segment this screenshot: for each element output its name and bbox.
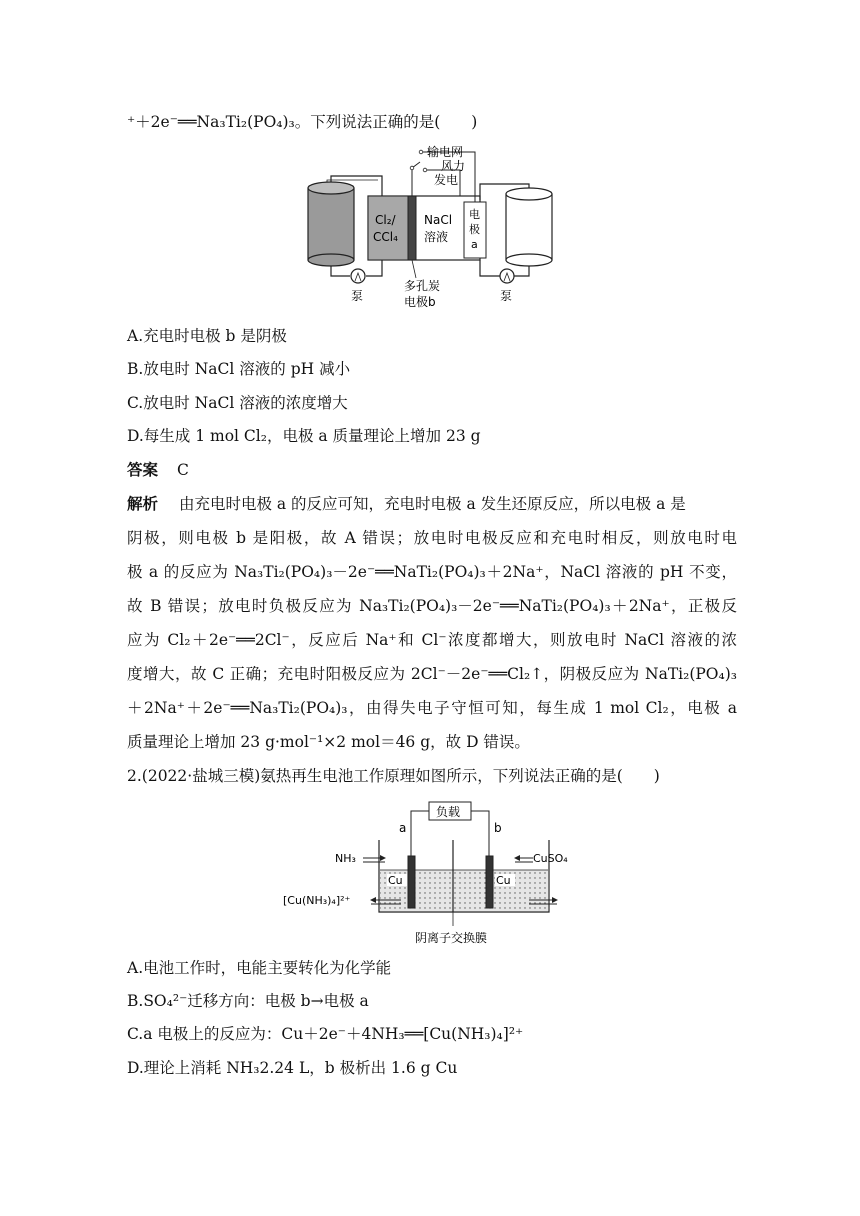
analysis-text-1: 由充电时电极 a 的反应可知，充电时电极 a 发生还原反应，所以电极 a 是 — [178, 495, 686, 513]
electrode-b — [486, 856, 493, 908]
label-left-1: Cl₂/ — [375, 213, 396, 227]
q1-analysis-line-5: 应为 Cl₂＋2e⁻══2Cl⁻，反应后 Na⁺和 Cl⁻浓度都增大，则放电时 NaCl 溶液的浓 — [127, 631, 737, 649]
label-pump-right: 泵 — [500, 289, 513, 303]
analysis-label: 解析 — [127, 495, 159, 513]
q2-option-d: D.理论上消耗 NH₃2.24 L，b 极析出 1.6 g Cu — [127, 1059, 458, 1077]
q1-analysis-line-1 — [127, 494, 686, 514]
q1-option-a: A.充电时电极 b 是阴极 — [127, 327, 287, 345]
electrode-b — [408, 196, 416, 260]
q1-battery-diagram — [300, 140, 570, 312]
label-membrane: 阴离子交换膜 — [415, 931, 488, 945]
label-left-2: CCl₄ — [373, 230, 398, 244]
label-pump-left: 泵 — [351, 289, 364, 303]
q2-option-b: B.SO₄²⁻迁移方向：电极 b→电极 a — [127, 992, 369, 1010]
q1-option-b: B.放电时 NaCl 溶液的 pH 减小 — [127, 360, 351, 378]
q1-stem-tail: ⁺＋2e⁻══Na₃Ti₂(PO₄)₃。下列说法正确的是( ) — [127, 113, 478, 131]
q2-option-c: C.a 电极上的反应为：Cu＋2e⁻＋4NH₃══[Cu(NH₃)₄]²⁺ — [127, 1025, 524, 1043]
electrode-a — [408, 856, 415, 908]
label-cuso4: CuSO₄ — [533, 852, 568, 865]
q1-analysis-line-7: ＋2Na⁺＋2e⁻══Na₃Ti₂(PO₄)₃，由得失电子守恒可知，每生成 1 mol Cl₂，电极 a — [127, 699, 737, 717]
q1-option-d: D.每生成 1 mol Cl₂，电极 a 质量理论上增加 23 g — [127, 427, 481, 445]
q1-analysis-line-2: 阴极，则电极 b 是阳极，故 A 错误；放电时电极反应和充电时相反，则放电时电 — [127, 529, 737, 547]
q1-answer — [127, 460, 189, 480]
label-mid-1: NaCl — [424, 213, 453, 227]
label-elec-1: 电 — [469, 208, 480, 221]
label-elec-2: 极 — [469, 223, 480, 236]
label-nh3: NH₃ — [335, 852, 356, 865]
label-a: a — [399, 821, 407, 835]
label-cu-left: Cu — [388, 874, 403, 887]
label-mid-2: 溶液 — [424, 230, 449, 244]
label-wind-1: 风力 — [441, 159, 466, 173]
answer-value: C — [176, 461, 189, 479]
answer-label: 答案 — [127, 461, 159, 479]
label-b-1: 多孔炭 — [404, 279, 441, 293]
label-complex: [Cu(NH₃)₄]²⁺ — [283, 894, 351, 907]
label-b: b — [494, 821, 502, 835]
q1-option-c: C.放电时 NaCl 溶液的浓度增大 — [127, 394, 348, 412]
q1-analysis-line-3: 极 a 的反应为 Na₃Ti₂(PO₄)₃－2e⁻══NaTi₂(PO₄)₃＋2Na⁺，NaCl 溶液的 pH 不变， — [127, 563, 737, 581]
label-load: 负载 — [436, 805, 461, 819]
label-elec-3: a — [471, 238, 478, 251]
q1-analysis-line-8: 质量理论上增加 23 g·mol⁻¹×2 mol＝46 g，故 D 错误。 — [127, 733, 530, 751]
q2-battery-diagram — [283, 796, 583, 948]
label-wind-2: 发电 — [434, 173, 459, 187]
q2-option-a: A.电池工作时，电能主要转化为化学能 — [127, 959, 392, 977]
q2-stem: 2.(2022·盐城三模)氨热再生电池工作原理如图所示，下列说法正确的是( ) — [127, 767, 660, 785]
q1-analysis-line-6: 度增大，故 C 正确；充电时阳极反应为 2Cl⁻－2e⁻══Cl₂↑，阴极反应为 NaTi₂(PO₄)₃ — [127, 665, 737, 683]
label-b-2: 电极b — [404, 295, 436, 309]
right-tank — [506, 194, 552, 260]
label-cu-right: Cu — [496, 874, 511, 887]
label-grid: 输电网 — [427, 145, 464, 159]
q1-analysis-line-4: 故 B 错误；放电时负极反应为 Na₃Ti₂(PO₄)₃－2e⁻══NaTi₂(PO₄)₃＋2Na⁺，正极反 — [127, 597, 737, 615]
left-tank — [308, 188, 354, 260]
